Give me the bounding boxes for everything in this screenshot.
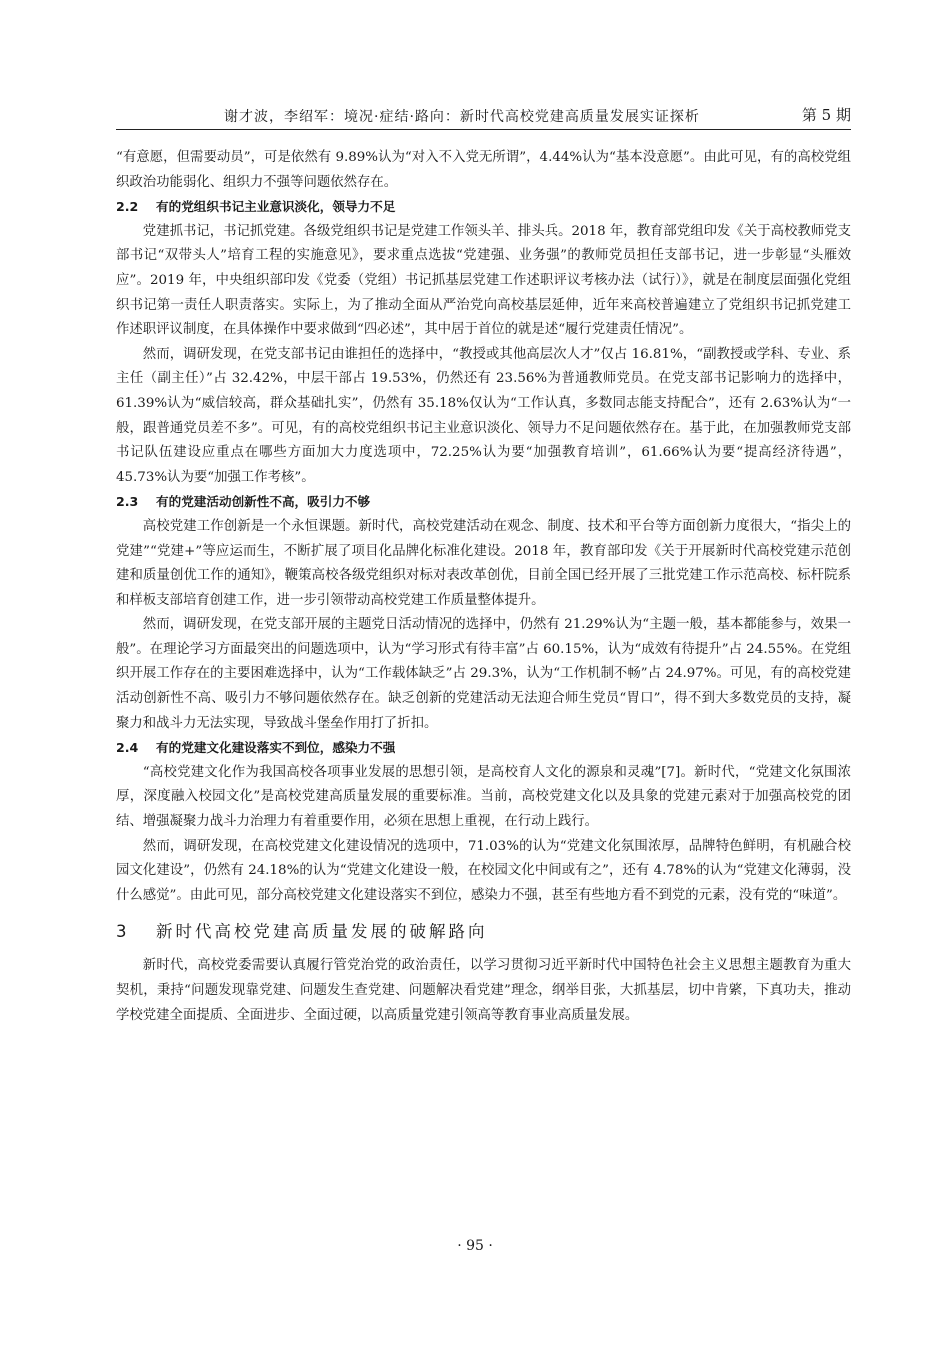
running-header xyxy=(116,104,851,130)
section-heading-2-3 xyxy=(116,490,851,515)
paragraph: “高校党建文化作为我国高校各项事业发展的思想引领，是高校育人文化的源泉和灵魂”[7]。新时代，“党建文化氛围浓厚，深度融入校园文化”是高校党建高质量发展的重要标准。当前，高校党建文化以及具象的党建元素对于加强高校党的团结、增强凝聚力战斗力治理力有着重要作用，必须在思想上重视，在行动上践行。 xyxy=(116,764,851,830)
paragraph: 然而，调研发现，在党支部开展的主题党日活动情况的选择中，仍然有 21.29%认为“主题一般，基本都能参与，效果一般”。在理论学习方面最突出的问题选项中，认为“学习形式有待丰富”占 60.15%，认为“成效有待提升”占 24.55%。在党组织开展工作存在的主要困难选择中，认为“工作载体缺乏”占 29.3%，认为“工作机制不畅”占 24.97%。可见，有的高校党建活动创新性不高、吸引力不够问题依然存在。缺乏创新的党建活动无法迎合师生党员“胃口”，得不到大多数党员的支持，凝聚力和战斗力无法实现，导致战斗堡垒作用打了折扣。 xyxy=(116,617,851,731)
paragraph: 然而，调研发现，在高校党建文化建设情况的选项中，71.03%的认为“党建文化氛围浓厚，品牌特色鲜明，有机融合校园文化建设”，仍然有 24.18%的认为“党建文化建设一般，在校园文化中间或有之”，还有 4.78%的认为“党建文化薄弱，没什么感觉”。由此可见，部分高校党建文化建设落实不到位，感染力不强，甚至有些地方看不到党的元素，没有党的“味道”。 xyxy=(116,838,851,903)
issue-number: 第 5 期 xyxy=(801,106,851,124)
section-title: 新时代高校党建高质量发展的破解路向 xyxy=(156,922,488,942)
section-title: 有的党建文化建设落实不到位，感染力不强 xyxy=(156,740,396,756)
section-number: 2.3 xyxy=(116,494,139,510)
paragraph: 党建抓书记，书记抓党建。各级党组织书记是党建工作领头羊、排头兵。2018 年，教育部党组印发《关于高校教师党支部书记“双带头人”培育工程的实施意见》，要求重点选拔“党建强、业务强”的教师党员担任支部书记，进一步彰显“头雁效应”。2019 年，中央组织部印发《党委（党组）书记抓基层党建工作述职评议考核办法（试行）》，就是在制度层面强化党组织书记第一责任人职责落实。实际上，为了推动全面从严治党向高校基层延伸，近年来高校普遍建立了党组织书记抓党建工作述职评议制度，在具体操作中要求做到“四必述”，其中居于首位的就是述“履行党建责任情况”。 xyxy=(116,223,851,338)
paragraph: 然而，调研发现，在党支部书记由谁担任的选择中，“教授或其他高层次人才”仅占 16.81%，“副教授或学科、专业、系主任（副主任）”占 32.42%，中层干部占 19.53%，仍然还有 23.56%为普通教师党员。在党支部书记影响力的选择中，61.39%认为“威信较高，群众基础扎实”，仍然有 35.18%仅认为“工作认真，多数同志能支持配合”，还有 2.63%认为“一般，跟普通党员差不多”。可见，有的高校党组织书记主业意识淡化、领导力不足问题依然存在。基于此，在加强教师党支部书记队伍建设应重点在哪些方面加大力度选项中，72.25%认为要“加强教育培训”，61.66%认为要“提高经济待遇”，45.73%认为要“加强工作考核”。 xyxy=(116,346,851,485)
running-title: 谢才波，李绍军：境况·症结·路向：新时代高校党建高质量发展实证探析 xyxy=(224,109,700,125)
section-title: 有的党建活动创新性不高，吸引力不够 xyxy=(156,494,371,510)
page-number: · 95 · xyxy=(457,1238,493,1254)
section-heading-2-2 xyxy=(116,195,851,220)
paragraph: “有意愿，但需要动员”，可是依然有 9.89%认为“对入不入党无所谓”，4.44%认为“基本没意愿”。由此可见，有的高校党组织政治功能弱化、组织力不强等问题依然存在。 xyxy=(116,150,851,190)
section-number: 3 xyxy=(116,922,127,942)
section-title: 有的党组织书记主业意识淡化，领导力不足 xyxy=(156,199,396,215)
section-heading-2-4 xyxy=(116,736,851,761)
paragraph: 高校党建工作创新是一个永恒课题。新时代，高校党建活动在观念、制度、技术和平台等方面创新力度很大，“指尖上的党建”“党建+”等应运而生，不断扩展了项目化品牌化标准化建设。2018 年，教育部印发《关于开展新时代高校党建示范创建和质量创优工作的通知》，鞭策高校各级党组织对标对表改革创优，目前全国已经开展了三批党建工作示范高校、标杆院系和样板支部培育创建工作，进一步引领带动高校党建工作质量整体提升。 xyxy=(116,518,851,608)
header-rule xyxy=(116,129,851,130)
article-body xyxy=(116,146,851,1028)
section-heading-3 xyxy=(116,920,851,944)
paragraph: 新时代，高校党委需要认真履行管党治党的政治责任，以学习贯彻习近平新时代中国特色社会主义思想主题教育为重大契机，秉持“问题发现靠党建、问题发生查党建、问题解决看党建”理念，纲举目张，大抓基层，切中肯綮，下真功夫，推动学校党建全面提质、全面进步、全面过硬，以高质量党建引领高等教育事业高质量发展。 xyxy=(116,958,851,1023)
section-number: 2.2 xyxy=(116,199,139,215)
section-number: 2.4 xyxy=(116,740,139,756)
